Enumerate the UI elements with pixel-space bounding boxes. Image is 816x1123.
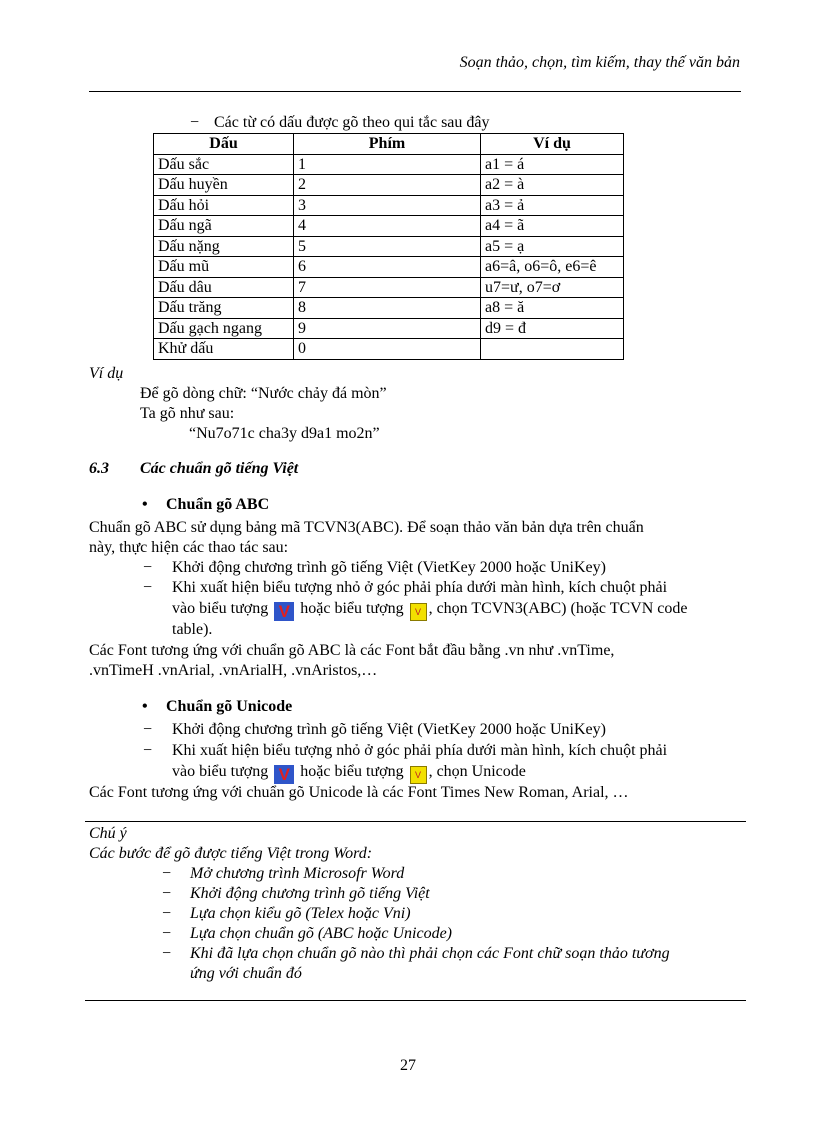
paragraph-line: Các Font tương ứng với chuẩn gõ ABC là các Font bắt đầu bằng .vn như .vnTime, xyxy=(89,642,615,659)
table-cell: Dấu nặng xyxy=(154,236,294,257)
note-step xyxy=(161,924,452,944)
table-cell: 9 xyxy=(294,318,481,339)
dash-marker: − xyxy=(161,925,172,942)
intro-line xyxy=(190,113,490,133)
table-cell: a3 = ả xyxy=(481,195,624,216)
list-item-continuation xyxy=(172,599,687,621)
dash-marker: − xyxy=(143,721,153,738)
table-cell: Dấu gạch ngang xyxy=(154,318,294,339)
list-item-text: , chọn TCVN3(ABC) (hoặc TCVN code xyxy=(428,600,688,617)
table-cell: Dấu trăng xyxy=(154,298,294,319)
table-cell: a6=â, o6=ô, e6=ê xyxy=(481,257,624,278)
note-step-text: Mở chương trình Microsofr Word xyxy=(190,865,405,882)
table-cell: 7 xyxy=(294,277,481,298)
table-cell: 5 xyxy=(294,236,481,257)
list-item xyxy=(143,720,606,740)
running-header: Soạn thảo, chọn, tìm kiếm, thay thế văn bản xyxy=(459,54,740,71)
list-item-text: vào biểu tượng xyxy=(172,763,269,780)
list-item-text: Khởi động chương trình gõ tiếng Việt (VietKey 2000 hoặc UniKey) xyxy=(172,559,606,576)
section-heading xyxy=(89,459,298,479)
table-cell: 3 xyxy=(294,195,481,216)
note-step-text: Khi đã lựa chọn chuẩn gõ nào thì phải chọn các Font chữ soạn thảo tương xyxy=(190,945,670,962)
table-cell: 8 xyxy=(294,298,481,319)
table-header-cell: Dấu xyxy=(154,134,294,155)
note-step-text: Lựa chọn chuẩn gõ (ABC hoặc Unicode) xyxy=(190,925,453,942)
paragraph-line: Chuẩn gõ ABC sử dụng bảng mã TCVN3(ABC). Để soạn thảo văn bản dựa trên chuẩn xyxy=(89,519,644,536)
dash-marker: − xyxy=(161,885,172,902)
example-typed-text: “Nu7o71c cha3y d9a1 mo2n” xyxy=(189,425,380,442)
table-cell: 2 xyxy=(294,175,481,196)
dash-marker: − xyxy=(161,865,172,882)
list-item-text: Khi xuất hiện biểu tượng nhỏ ở góc phải phía dưới màn hình, kích chuột phải xyxy=(172,579,668,596)
table-cell: a2 = à xyxy=(481,175,624,196)
note-bottom-rule xyxy=(85,1000,746,1001)
unicode-heading xyxy=(142,697,292,717)
tone-mark-table xyxy=(153,133,624,360)
dash-marker: − xyxy=(161,905,172,922)
header-rule xyxy=(89,91,741,92)
note-step xyxy=(161,864,404,884)
note-step-text: Khởi động chương trình gõ tiếng Việt xyxy=(190,885,430,902)
note-step-continuation: ứng với chuẩn đó xyxy=(190,965,302,982)
note-step xyxy=(161,904,411,924)
table-row xyxy=(154,298,624,319)
table-cell: a4 = ã xyxy=(481,216,624,237)
vietkey-icon: V xyxy=(274,602,294,621)
note-step-text: Lựa chọn kiểu gõ (Telex hoặc Vni) xyxy=(190,905,411,922)
unicode-heading-text: Chuẩn gõ Unicode xyxy=(166,698,293,715)
table-cell: 1 xyxy=(294,154,481,175)
list-item xyxy=(143,558,606,578)
page-number: 27 xyxy=(400,1057,416,1074)
list-item-text: , chọn Unicode xyxy=(428,763,526,780)
table-cell: Dấu dâu xyxy=(154,277,294,298)
dash-marker: − xyxy=(161,945,172,962)
table-cell: 4 xyxy=(294,216,481,237)
table-cell xyxy=(481,339,624,360)
dash-marker: − xyxy=(143,579,153,596)
table-header-cell: Ví dụ xyxy=(481,134,624,155)
dash-marker: − xyxy=(143,559,153,576)
table-cell: Khử dấu xyxy=(154,339,294,360)
table-cell: a1 = á xyxy=(481,154,624,175)
note-title: Chú ý xyxy=(89,825,127,842)
list-item-continuation xyxy=(172,762,526,784)
note-step xyxy=(161,944,670,964)
section-title: Các chuẩn gõ tiếng Việt xyxy=(140,460,299,477)
list-item-text: vào biểu tượng xyxy=(172,600,269,617)
example-line: Để gõ dòng chữ: “Nước chảy đá mòn” xyxy=(140,385,387,402)
table-cell: Dấu ngã xyxy=(154,216,294,237)
note-step xyxy=(161,884,430,904)
paragraph-line: này, thực hiện các thao tác sau: xyxy=(89,539,289,556)
table-row xyxy=(154,236,624,257)
table-cell: Dấu huyền xyxy=(154,175,294,196)
paragraph-line: .vnTimeH .vnArial, .vnArialH, .vnAristos,… xyxy=(89,662,378,679)
example-line: Ta gõ như sau: xyxy=(140,405,235,422)
dash-marker: − xyxy=(190,114,200,131)
vietkey-icon: V xyxy=(274,765,294,784)
intro-text: Các từ có dấu được gõ theo qui tắc sau đây xyxy=(214,114,490,131)
table-cell: Dấu hỏi xyxy=(154,195,294,216)
table-cell: 6 xyxy=(294,257,481,278)
list-item xyxy=(143,578,667,598)
example-label: Ví dụ xyxy=(89,365,124,382)
table-row xyxy=(154,318,624,339)
table-row xyxy=(154,154,624,175)
list-item-text: Khi xuất hiện biểu tượng nhỏ ở góc phải phía dưới màn hình, kích chuột phải xyxy=(172,742,668,759)
table-cell: a5 = ạ xyxy=(481,236,624,257)
abc-heading xyxy=(142,495,269,515)
table-cell: 0 xyxy=(294,339,481,360)
bullet-marker: • xyxy=(142,496,148,513)
table-row xyxy=(154,339,624,360)
table-cell: u7=ư, o7=ơ xyxy=(481,277,624,298)
table-row xyxy=(154,175,624,196)
table-row xyxy=(154,257,624,278)
table-cell: Dấu sắc xyxy=(154,154,294,175)
paragraph-line: Các Font tương ứng với chuẩn gõ Unicode là các Font Times New Roman, Arial, … xyxy=(89,784,629,801)
note-top-rule xyxy=(85,821,746,822)
table-header-cell: Phím xyxy=(294,134,481,155)
note-intro: Các bước để gõ được tiếng Việt trong Word: xyxy=(89,845,373,862)
table-cell: d9 = đ xyxy=(481,318,624,339)
table-row xyxy=(154,216,624,237)
unikey-icon: V xyxy=(410,766,427,784)
unikey-icon: V xyxy=(410,603,427,621)
list-item-text: Khởi động chương trình gõ tiếng Việt (VietKey 2000 hoặc UniKey) xyxy=(172,721,606,738)
section-number: 6.3 xyxy=(89,460,109,477)
list-item-continuation: table). xyxy=(172,621,213,638)
bullet-marker: • xyxy=(142,698,148,715)
abc-heading-text: Chuẩn gõ ABC xyxy=(166,496,270,513)
list-item-text: hoặc biểu tượng xyxy=(300,763,404,780)
table-row xyxy=(154,195,624,216)
table-cell: a8 = ă xyxy=(481,298,624,319)
table-row xyxy=(154,277,624,298)
table-cell: Dấu mũ xyxy=(154,257,294,278)
list-item-text: hoặc biểu tượng xyxy=(300,600,404,617)
list-item xyxy=(143,741,667,761)
dash-marker: − xyxy=(143,742,153,759)
table-header-row xyxy=(154,134,624,155)
